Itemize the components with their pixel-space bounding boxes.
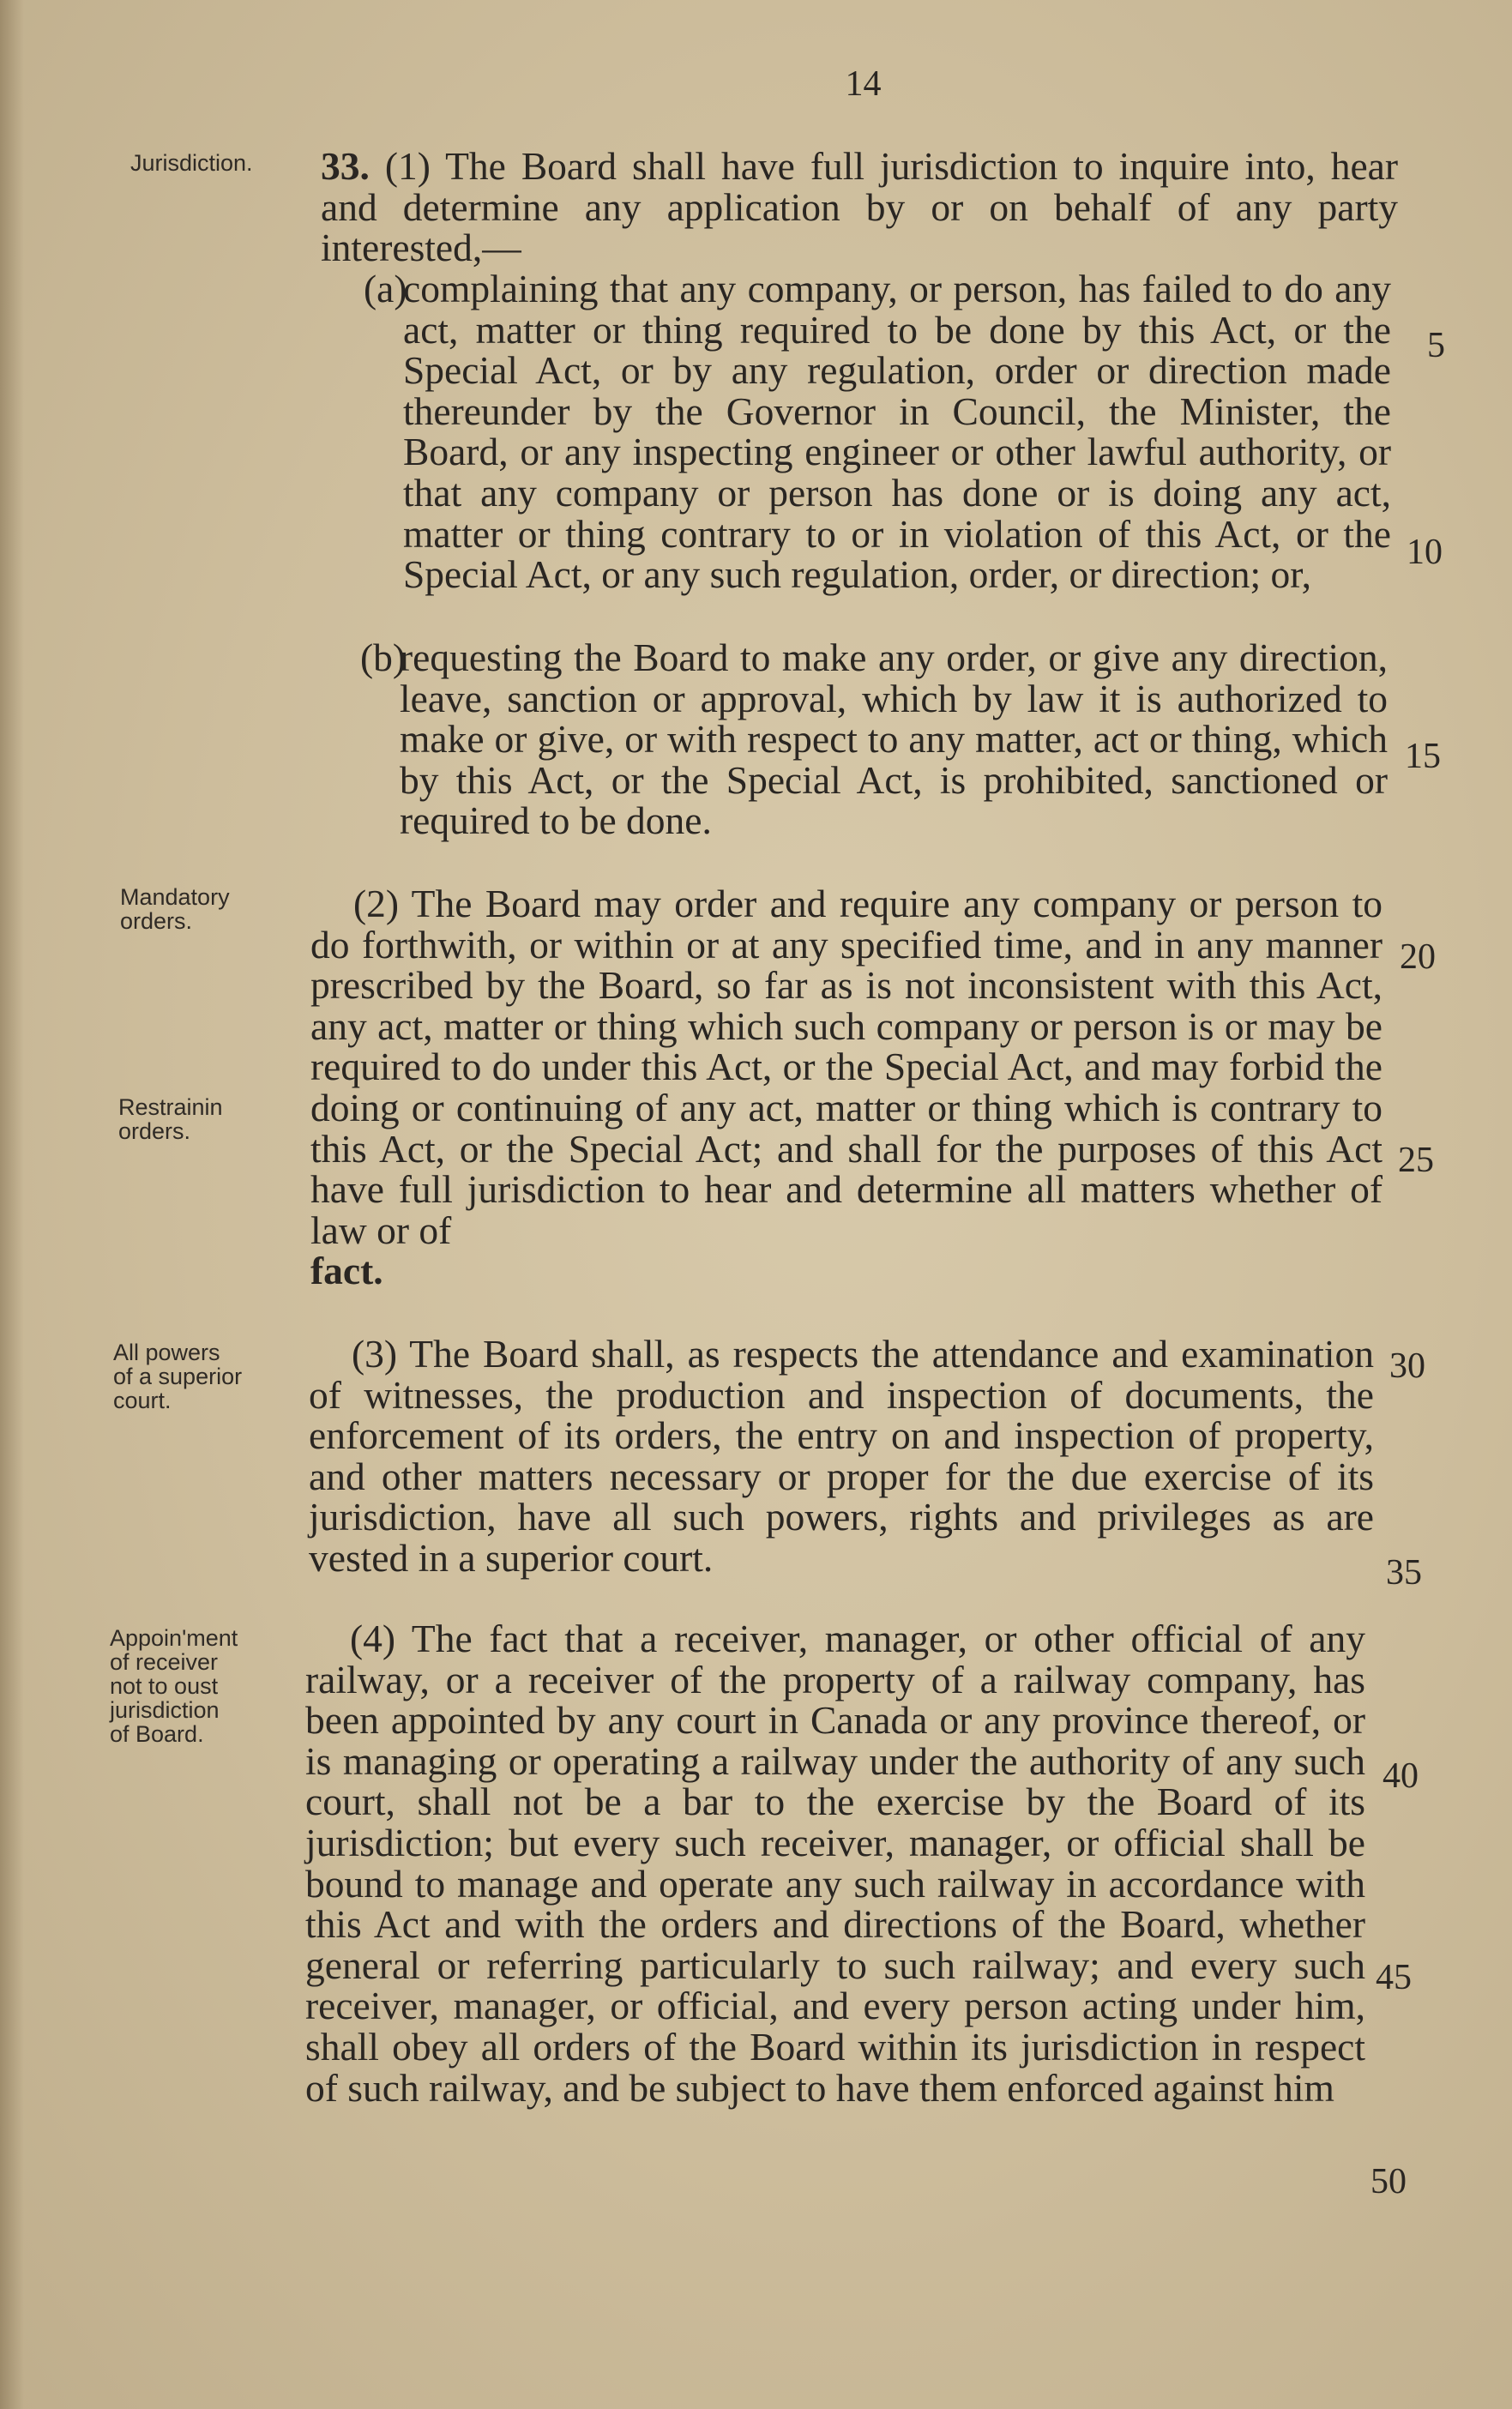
clause-a (364, 267, 1391, 597)
subsection-3-text: (3) The Board shall, as respects the attendance and examination of witnesses, the production and inspection of documents, the enforcement of its orders, the entry on and inspection of property, and other matters necessary or proper for the due exercise of its jurisdiction, have all such powers, rights and privileges as are vested in a superior court. (309, 1332, 1374, 1580)
margin-note-jurisdiction: Jurisdiction. (130, 150, 253, 176)
subsection-4-text: (4) The fact that a receiver, manager, or other official of any railway, or a receiver of the property of a railway company, has been appointed by any court in Canada or any province thereof, or is managing or operating a railway under the authority of any such court, shall not be a bar to the exercise by the Board of its jurisdiction; but every such receiver, manager, or official shall be bound to manage and operate any such railway in accordance with this Act and with the orders and directions of the Board, whether general or referring particularly to such railway; and every such receiver, manager, or official, and every person acting under him, shall obey all orders of the Board within its jurisdiction in respect of such railway, and be subject to have them enforced against him (305, 1617, 1365, 2110)
clause-b-text: requesting the Board to make any order, or give any direction, leave, sanction or approval, which by law it is authorized to make or give, or with respect to any matter, act or thing, which by this Act, or the Special Act, is prohibited, sanctioned or required to be done. (400, 635, 1388, 843)
clause-a-text: complaining that any company, or person, has failed to do any act, matter or thing required to be done by this Act, or the Special Act, or by any regulation, order or direction made thereunder by the Governor in Council, the Minister, the Board, or any inspecting engineer or other lawful authority, or that any company or person has done or is doing any act, matter or thing contrary to or in violation of this Act, or the Special Act, or any such regulation, order, or direction; or, (403, 267, 1391, 597)
subsection-3 (309, 1334, 1374, 1579)
line-number-20: 20 (1400, 937, 1436, 977)
line-number-5: 5 (1427, 326, 1445, 365)
subsection-2 (310, 883, 1382, 1292)
line-number-45: 45 (1376, 1958, 1412, 1997)
page-edge-shadow (0, 0, 24, 2409)
margin-note-mandatory-orders: Mandatory orders. (120, 884, 230, 934)
page-number: 14 (845, 64, 882, 104)
subsection-2-end: fact. (310, 1249, 383, 1293)
line-number-10: 10 (1407, 533, 1443, 572)
clause-b-label: (b) (360, 635, 407, 679)
clause-a-label: (a) (364, 267, 407, 310)
section-33-intro-text: (1) The Board shall have full jurisdiction to inquire into, hear and determine any application by or on behalf of any party interested,— (321, 144, 1399, 270)
margin-note-restraining-orders: Restrainin orders. (118, 1094, 223, 1144)
subsection-2-text: (2) The Board may order and require any company or person to do forthwith, or within or at any specified time, and in any manner prescribed by the Board, so far as is not inconsistent with this Act, any act, matter or thing which such company or person is or may be required to do under this Act, or the Special Act, and may forbid the doing or continuing of any act, matter or thing which is contrary to this Act, or the Special Act; and shall for the purposes of this Act have full jurisdiction to hear and determine all matters whether of law or of (310, 882, 1382, 1252)
section-33-intro (321, 146, 1398, 268)
line-number-30: 30 (1389, 1346, 1425, 1386)
line-number-40: 40 (1382, 1756, 1419, 1796)
subsection-4 (305, 1618, 1365, 2108)
clause-b (360, 635, 1388, 843)
line-number-15: 15 (1405, 737, 1441, 776)
line-number-50: 50 (1370, 2162, 1407, 2201)
margin-note-superior-court-powers: All powers of a superior court. (113, 1340, 243, 1413)
line-number-25: 25 (1398, 1141, 1434, 1180)
line-number-35: 35 (1386, 1553, 1422, 1593)
section-number: 33. (321, 144, 370, 188)
margin-note-receiver-appointment: Appoin'ment of receiver not to oust jurisdiction of Board. (110, 1625, 238, 1747)
